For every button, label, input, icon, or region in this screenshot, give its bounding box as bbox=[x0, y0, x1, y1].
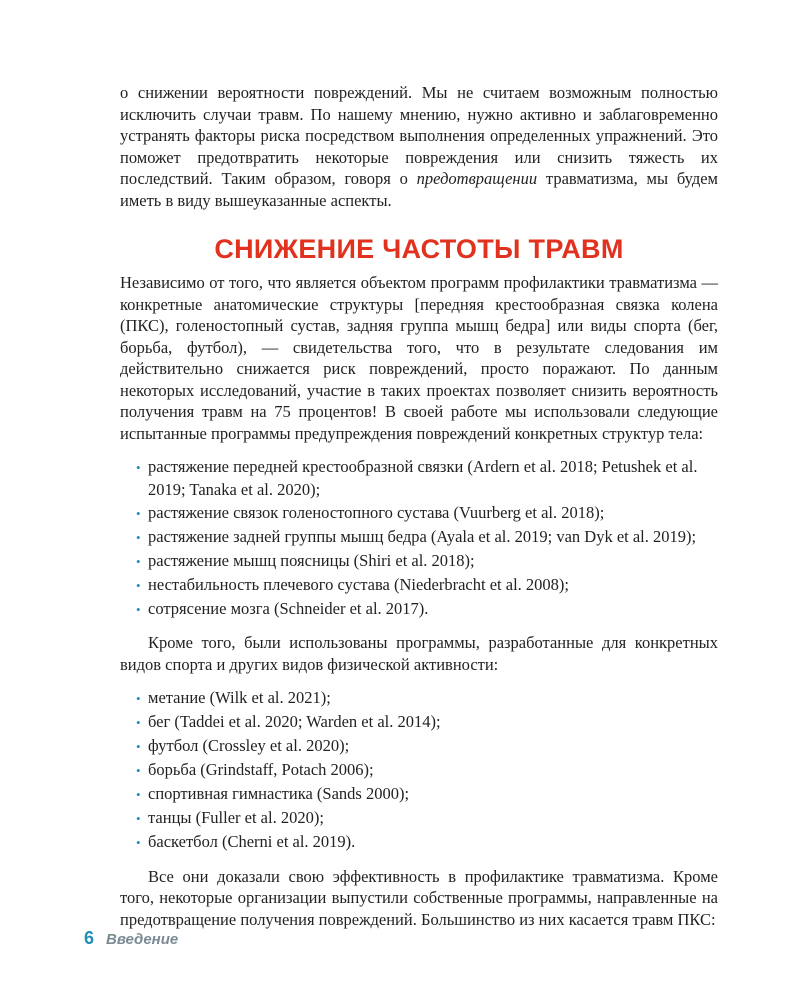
bullet-icon: • bbox=[136, 787, 141, 802]
list-item: • растяжение связок голеностопного сустава (Vuurberg et al. 2018); bbox=[120, 502, 718, 525]
section-paragraph-2: Кроме того, были использованы программы, разработанные для конкретных видов спорта и других видов физической активности: bbox=[120, 633, 718, 674]
list-item: • танцы (Fuller et al. 2020); bbox=[120, 807, 718, 830]
bullet-icon: • bbox=[136, 601, 141, 617]
section-paragraph-1: Независимо от того, что является объектом программ профилактики травматизма — конкретные анатомические структуры [передняя крестообразная связка колена (ПКС), голеностопный сустав, задняя группа мышц бедра] или виды спорта (бег, борьба, футбол), — свидетельства того, что в результате следования им действительно снижается риск повреждений, просто поражают. По данным некоторых исследований, участие в таких проектах позволяет снизить вероятность получения травм на 75 процентов! В своей работе мы использовали следующие испытанные программы предупреждения повреждений конкретных структур тела: bbox=[120, 273, 718, 443]
bullet-icon: • bbox=[136, 691, 141, 706]
bullet-icon: • bbox=[136, 529, 141, 545]
list-item: • растяжение мышц поясницы (Shiri et al. 2018); bbox=[120, 550, 718, 573]
list-item: • баскетбол (Cherni et al. 2019). bbox=[120, 831, 718, 854]
intro-paragraph bbox=[120, 82, 718, 211]
section-paragraph-3: Все они доказали свою эффективность в профилактике травматизма. Кроме того, некоторые организации выпустили собственные программы, направленные на предотвращение получения повреждений. Большинство из них касается травм ПКС: bbox=[120, 866, 718, 929]
list-item: • растяжение задней группы мышц бедра (Ayala et al. 2019; van Dyk et al. 2019); bbox=[120, 526, 718, 549]
bullet-icon: • bbox=[136, 763, 141, 778]
sport-list bbox=[120, 687, 718, 854]
bullet-icon: • bbox=[136, 835, 141, 850]
bullet-icon: • bbox=[136, 811, 141, 826]
list-item: • футбол (Crossley et al. 2020); bbox=[120, 735, 718, 758]
page-body bbox=[120, 82, 718, 930]
bullet-icon: • bbox=[136, 553, 141, 569]
bullet-icon: • bbox=[136, 460, 141, 475]
bullet-icon: • bbox=[136, 715, 141, 730]
page-footer bbox=[84, 928, 178, 949]
bullet-icon: • bbox=[136, 505, 141, 521]
intro-emphasis: предотвращении bbox=[416, 169, 538, 188]
list-item: • нестабильность плечевого сустава (Niederbracht et al. 2008); bbox=[120, 574, 718, 597]
list-item: • растяжение передней крестообразной связки (Ardern et al. 2018; Petushek et al. 2019; Tanaka et al. 2020); bbox=[136, 457, 698, 499]
section-heading: СНИЖЕНИЕ ЧАСТОТЫ ТРАВМ bbox=[214, 234, 624, 264]
structure-list bbox=[120, 456, 718, 620]
intro-text-before: о снижении вероятности повреждений. Мы не считаем возможным полностью исключить случаи травм. По нашему мнению, нужно активно и заблаговременно устранять факторы риска посредством выполнения определенных упражнений. Это поможет предотвратить некоторые повреждения или снизить тяжесть их последствий. Таким образом, говоря о bbox=[120, 83, 718, 188]
list-item: • сотрясение мозга (Schneider et al. 2017). bbox=[120, 598, 718, 621]
bullet-icon: • bbox=[136, 739, 141, 754]
list-item: • спортивная гимнастика (Sands 2000); bbox=[120, 783, 718, 806]
page-number: 6 bbox=[84, 928, 95, 948]
list-item: • метание (Wilk et al. 2021); bbox=[120, 687, 718, 710]
list-item: • бег (Taddei et al. 2020; Warden et al. 2014); bbox=[120, 711, 718, 734]
list-item: • борьба (Grindstaff, Potach 2006); bbox=[120, 759, 718, 782]
bullet-icon: • bbox=[136, 577, 141, 593]
intro-text-after: травматизма, мы будем иметь в виду вышеуказанные аспекты. bbox=[120, 169, 718, 210]
running-title: Введение bbox=[106, 931, 179, 948]
